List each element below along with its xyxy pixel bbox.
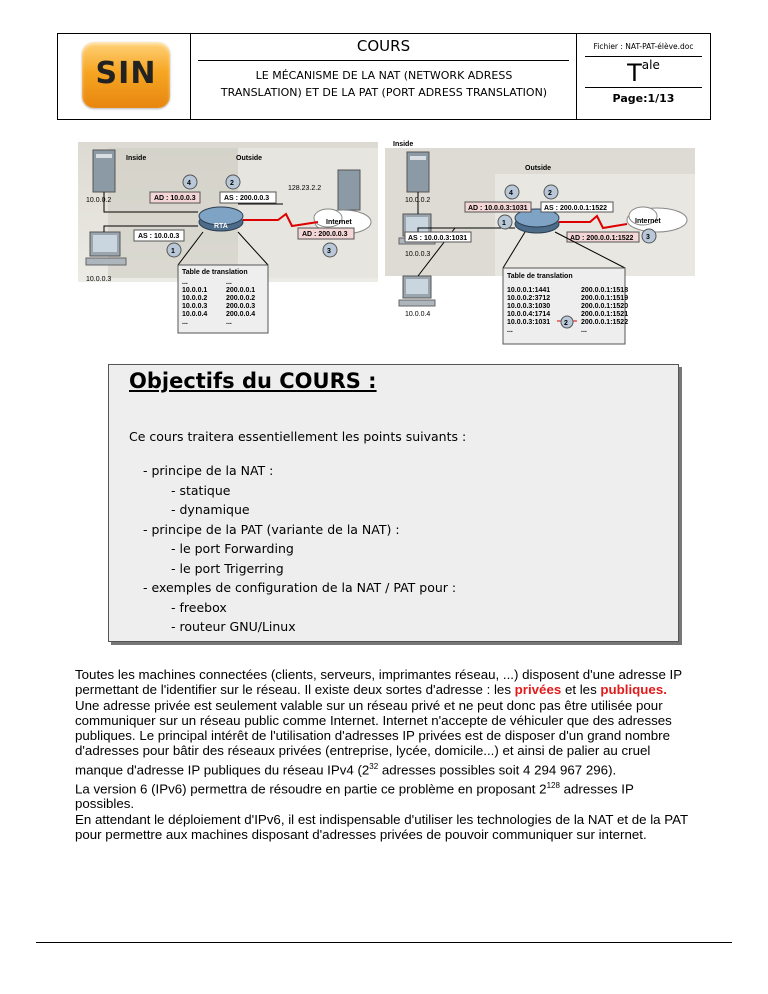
header-box <box>57 33 711 120</box>
tag-ad-in-text: AD : 10.0.0.3:1031 <box>468 205 528 212</box>
list-item <box>143 520 456 579</box>
publiques-highlight: publiques. <box>600 682 667 698</box>
level-sup: ale <box>641 58 660 72</box>
internet-label: Internet <box>635 218 661 225</box>
outside-label: Outside <box>525 165 552 172</box>
cours-title: COURS <box>356 37 411 55</box>
nat-item: - principe de la NAT : <box>143 463 274 478</box>
step-3-badge <box>642 229 656 243</box>
step-2-badge <box>544 185 558 199</box>
step-3: 3 <box>327 248 331 255</box>
sin-logo <box>82 42 170 108</box>
table-cell: ... <box>581 327 587 334</box>
step-1-badge <box>167 243 181 257</box>
filename: Fichier : NAT-PAT-élève.doc <box>593 42 694 51</box>
p1-text-b: et les <box>561 682 601 698</box>
table-cell: ... <box>226 279 232 286</box>
table-cell: 200.0.0.1:1519 <box>581 295 629 302</box>
objectives-box <box>108 364 679 642</box>
p1-text: Toutes les machines connectées (clients, serveurs, imprimantes réseau, ...) disposent d'une adresse IP permettant de l'identifier sur le réseau. Il existe deux sortes d'adresse : les <box>75 667 682 698</box>
table-cell: 200.0.0.3 <box>226 303 256 310</box>
host-mid-ip: 10.0.0.3 <box>405 251 431 258</box>
table-cell: ... <box>182 279 188 286</box>
step-1: 1 <box>502 220 506 227</box>
step-2-badge <box>226 175 240 189</box>
title-divider <box>198 60 569 61</box>
table-cell: 200.0.0.1:1518 <box>581 287 629 294</box>
router-label: RTA <box>214 223 228 230</box>
inside-label: Inside <box>126 155 147 162</box>
paragraph-2 <box>75 698 695 778</box>
table-cell: 10.0.0.2 <box>182 295 208 302</box>
step-4: 4 <box>509 190 513 197</box>
nat-sublist <box>143 481 456 520</box>
level-label <box>577 58 710 87</box>
table-cell: 200.0.0.1 <box>226 287 256 294</box>
host-top-ip: 10.0.0.2 <box>86 197 112 204</box>
host-top-ip: 10.0.0.2 <box>405 197 431 204</box>
inside-label: Inside <box>393 141 414 148</box>
p3-text: La version 6 (IPv6) permettra de résoudre en partie ce problème en proposant 2 <box>75 780 547 796</box>
table-cell: 10.0.0.1:1441 <box>507 287 551 294</box>
table-cell: 200.0.0.4 <box>226 311 256 318</box>
step-1-badge <box>498 215 512 229</box>
list-item: - freebox <box>171 599 227 615</box>
list-item: - le port Trigerring <box>171 560 284 576</box>
objectives-list <box>143 461 456 637</box>
paragraph-3 <box>75 778 695 812</box>
table-title: Table de translation <box>507 273 573 280</box>
outside-label: Outside <box>236 155 263 162</box>
router-icon <box>515 209 559 233</box>
list-item <box>143 578 456 637</box>
server-icon <box>93 150 115 192</box>
paragraph-1 <box>75 667 695 698</box>
step-1: 1 <box>171 248 175 255</box>
logo-cell <box>58 34 191 119</box>
p2-text: Une adresse privée est seulement valable sur un réseau privé et ne peut donc pas être utilisée pour communiquer sur un réseau public comme Internet. Internet n'accepte de véhiculer que des adresses publiques. Le principal intérêt de l'utilisation d'adresses IP privées est de disposer d'un grand nombre d'adresses pour bâtir des réseaux privées (entreprise, lycée, domicile...) et ainsi de palier au cruel manque d'adresse IP publiques du réseau IPv4 (2 <box>75 697 672 778</box>
table-cell: ... <box>226 319 232 326</box>
list-item: - le port Forwarding <box>171 541 294 556</box>
pat-sublist <box>143 539 456 578</box>
table-cell: ... <box>507 327 513 334</box>
sin-logo-text: SIN <box>95 56 157 91</box>
tag-ad-in-text: AD : 10.0.0.3 <box>154 195 196 202</box>
level-main: T <box>627 59 642 87</box>
list-item: - routeur GNU/Linux <box>171 619 296 634</box>
nat-diagram <box>78 140 378 350</box>
table-step-badge <box>561 316 573 328</box>
p2-exponent: 32 <box>369 761 379 771</box>
tag-as-out-text: AS : 200.0.0.3 <box>224 195 270 202</box>
footer-rule <box>36 942 732 943</box>
step-4: 4 <box>187 180 191 187</box>
tag-as-in-text: AS : 10.0.0.3 <box>138 233 180 240</box>
tag-as-out-text: AS : 200.0.0.1:1522 <box>544 205 608 212</box>
pat-diagram <box>385 136 695 352</box>
table-cell: 10.0.0.2:3712 <box>507 295 551 302</box>
host-bottom-ip: 10.0.0.4 <box>405 311 431 318</box>
objectives-title: Objectifs du COURS : <box>129 369 377 393</box>
p3-text-b: adresses IP possibles. <box>75 780 634 812</box>
server-icon <box>407 152 429 192</box>
info-divider-1 <box>585 56 702 57</box>
remote-server-ip: 128.23.2.2 <box>288 185 322 192</box>
tag-ad-out-text: AD : 200.0.0.3 <box>302 231 348 238</box>
pat-item: - principe de la PAT (variante de la NAT) : <box>143 521 400 537</box>
table-cell: 200.0.0.1:1521 <box>581 311 629 318</box>
objectives-intro: Ce cours traitera essentiellement les points suivants : <box>129 429 467 444</box>
list-item: - dynamique <box>171 502 250 517</box>
table-cell: 200.0.0.1:1522 <box>581 319 629 326</box>
table-cell: 10.0.0.3:1030 <box>507 303 551 310</box>
page-number: Page:1/13 <box>612 92 675 105</box>
info-divider-2 <box>585 87 702 88</box>
tag-ad-out-text: AD : 200.0.0.1:1522 <box>570 235 634 242</box>
pc-icon <box>86 232 126 265</box>
info-cell <box>576 34 710 119</box>
body-text <box>75 667 695 842</box>
table-cell: 200.0.0.1:1520 <box>581 303 629 310</box>
internet-label: Internet <box>326 219 352 226</box>
table-title: Table de translation <box>182 269 248 276</box>
step-2: 2 <box>548 190 552 197</box>
step-2: 2 <box>230 180 234 187</box>
step-4-badge <box>183 175 197 189</box>
p2-text-b: adresses possibles soit 4 294 967 296). <box>378 762 617 778</box>
paragraph-4: En attendant le déploiement d'IPv6, il est indispensable d'utiliser les technologies de la NAT et de la PAT pour permettre aux machines disposant d'adresses privées de pouvoir communiquer sur internet. <box>75 811 688 842</box>
table-cell: 10.0.0.3 <box>182 303 208 310</box>
privees-highlight: privées <box>514 682 562 698</box>
examples-sublist <box>143 598 456 637</box>
table-cell: 10.0.0.4 <box>182 311 208 318</box>
table-cell: ... <box>182 319 188 326</box>
step-4-badge <box>505 185 519 199</box>
p3-exponent: 128 <box>546 780 560 790</box>
pc-bottom-icon <box>399 276 435 306</box>
examples-item: - exemples de configuration de la NAT / PAT pour : <box>143 580 457 595</box>
remote-server-icon <box>338 170 360 210</box>
step-3: 3 <box>646 234 650 241</box>
cours-subtitle: LE MÉCANISME DE LA NAT (NETWORK ADRESS TRANSLATION) ET DE LA PAT (PORT ADRESS TRANSLATION) <box>220 69 548 99</box>
list-item <box>143 461 456 520</box>
list-item: - statique <box>171 482 231 498</box>
step-3-badge <box>323 243 337 257</box>
table-cell: 10.0.0.1 <box>182 287 208 294</box>
table-cell: 10.0.0.3:1031 <box>507 319 551 326</box>
table-cell: 200.0.0.2 <box>226 295 256 302</box>
table-cell: 10.0.0.4:1714 <box>507 311 551 318</box>
host-bottom-ip: 10.0.0.3 <box>86 276 112 283</box>
table-step: 2 <box>564 320 568 327</box>
tag-as-in-text: AS : 10.0.0.3:1031 <box>408 235 468 242</box>
